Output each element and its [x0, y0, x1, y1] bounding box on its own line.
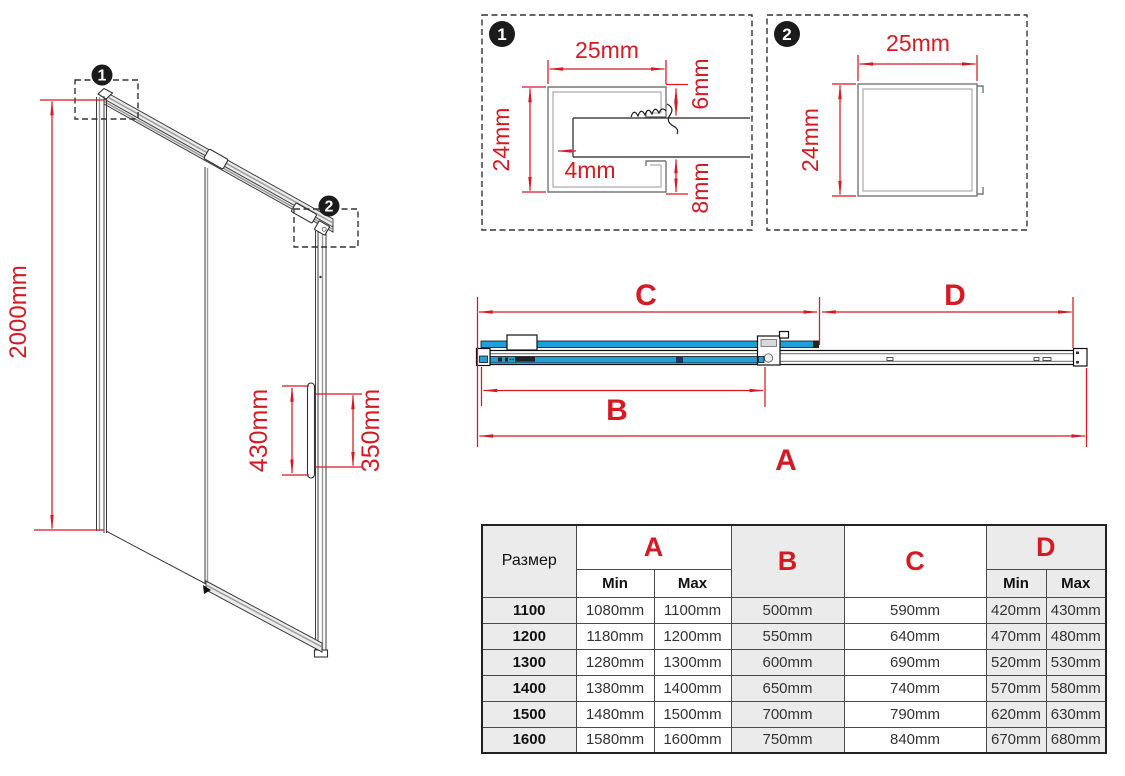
detail-1-width-label: 25mm	[575, 37, 639, 63]
a-max-value: 1400mm	[654, 675, 731, 701]
plan-dimensions	[478, 279, 1087, 477]
detail-2-badge: 2	[782, 25, 792, 44]
detail-1-slot-gap-label: 4mm	[564, 157, 616, 183]
d-min-header: Min	[986, 569, 1046, 597]
column-a-header: A	[576, 525, 731, 569]
dim-d-label: D	[944, 279, 966, 312]
d-min-value: 420mm	[986, 597, 1046, 623]
detail-1-profile-section	[482, 15, 752, 230]
handle-length-dimension	[245, 386, 309, 475]
roller-carriage	[758, 336, 781, 365]
callout-1-number: 1	[97, 67, 107, 85]
c-value: 640mm	[844, 623, 986, 649]
gasket-seal	[631, 104, 678, 134]
a-min-value: 1480mm	[576, 701, 654, 727]
size-column-header: Размер	[482, 525, 576, 597]
a-max-value: 1500mm	[654, 701, 731, 727]
top-bracket	[507, 335, 537, 350]
d-max-value: 480mm	[1046, 623, 1106, 649]
door-perspective-drawing	[5, 65, 385, 658]
a-max-value: 1100mm	[654, 597, 731, 623]
bottom-rail	[106, 531, 322, 652]
a-min-value: 1580mm	[576, 727, 654, 753]
size-value: 1100	[482, 597, 576, 623]
detail-1-badge: 1	[497, 25, 507, 44]
a-max-value: 1300mm	[654, 649, 731, 675]
b-value: 550mm	[731, 623, 844, 649]
a-min-value: 1080mm	[576, 597, 654, 623]
d-max-value: 630mm	[1046, 701, 1106, 727]
table-row	[482, 649, 1106, 675]
wall-profile-plan-right	[1074, 349, 1088, 367]
detail-2-profile-section	[767, 15, 1027, 230]
detail-1-top-offset-label: 6mm	[687, 58, 713, 110]
d-max-header: Max	[1046, 569, 1106, 597]
dim-c-label: C	[635, 279, 657, 312]
detail-2-width-label: 25mm	[886, 30, 950, 56]
d-max-value: 530mm	[1046, 649, 1106, 675]
d-min-value: 520mm	[986, 649, 1046, 675]
a-min-value: 1280mm	[576, 649, 654, 675]
door-handle	[308, 383, 315, 478]
height-dimension-label: 2000mm	[5, 265, 32, 359]
c-value: 790mm	[844, 701, 986, 727]
b-value: 600mm	[731, 649, 844, 675]
b-value: 700mm	[731, 701, 844, 727]
detail-2-height-label: 24mm	[797, 108, 823, 172]
dim-b-label: B	[606, 394, 628, 427]
wall-profile-left	[97, 89, 113, 534]
b-value: 750mm	[731, 727, 844, 753]
column-d-header: D	[986, 525, 1106, 569]
b-value: 500mm	[731, 597, 844, 623]
door-stile-right	[315, 226, 328, 657]
table-row	[482, 597, 1106, 623]
b-value: 650mm	[731, 675, 844, 701]
height-dimension	[5, 100, 104, 530]
fixed-glass-plan	[481, 357, 762, 364]
glass-joint-mark	[676, 357, 683, 363]
column-c-header: C	[844, 525, 986, 597]
sliding-glass-end-cap	[813, 341, 819, 349]
table-row	[482, 623, 1106, 649]
handle-span-label: 350mm	[357, 388, 385, 473]
detail-1-bottom-offset-label: 8mm	[687, 162, 713, 214]
d-max-value: 430mm	[1046, 597, 1106, 623]
size-value: 1500	[482, 701, 576, 727]
a-max-value: 1200mm	[654, 623, 731, 649]
a-max-value: 1600mm	[654, 727, 731, 753]
d-min-value: 570mm	[986, 675, 1046, 701]
c-value: 740mm	[844, 675, 986, 701]
a-min-value: 1380mm	[576, 675, 654, 701]
detail-1-height-label: 24mm	[488, 107, 514, 172]
c-value: 690mm	[844, 649, 986, 675]
d-max-value: 580mm	[1046, 675, 1106, 701]
fixed-glass-edge	[205, 167, 208, 585]
d-min-value: 470mm	[986, 623, 1046, 649]
square-profile-drawing	[858, 84, 983, 196]
size-value: 1600	[482, 727, 576, 753]
d-max-value: 680mm	[1046, 727, 1106, 753]
c-value: 840mm	[844, 727, 986, 753]
table-row	[482, 727, 1106, 753]
a-min-header: Min	[576, 569, 654, 597]
size-value: 1400	[482, 675, 576, 701]
table-row	[482, 675, 1106, 701]
plan-section-drawing	[477, 279, 1088, 477]
wall-profile-plan-left	[477, 349, 491, 366]
table-row	[482, 701, 1106, 727]
size-value: 1200	[482, 623, 576, 649]
d-min-value: 620mm	[986, 701, 1046, 727]
d-min-value: 670mm	[986, 727, 1046, 753]
glass-panel-section	[573, 118, 750, 157]
anti-jump-block	[780, 332, 789, 339]
detail-2-dimensions	[797, 30, 977, 196]
handle-length-label: 430mm	[245, 388, 273, 473]
a-min-value: 1180mm	[576, 623, 654, 649]
size-table	[481, 524, 1107, 754]
callout-2-number: 2	[324, 198, 334, 216]
a-max-header: Max	[654, 569, 731, 597]
dim-a-label: A	[775, 444, 797, 477]
c-value: 590mm	[844, 597, 986, 623]
size-value: 1300	[482, 649, 576, 675]
column-b-header: B	[731, 525, 844, 597]
